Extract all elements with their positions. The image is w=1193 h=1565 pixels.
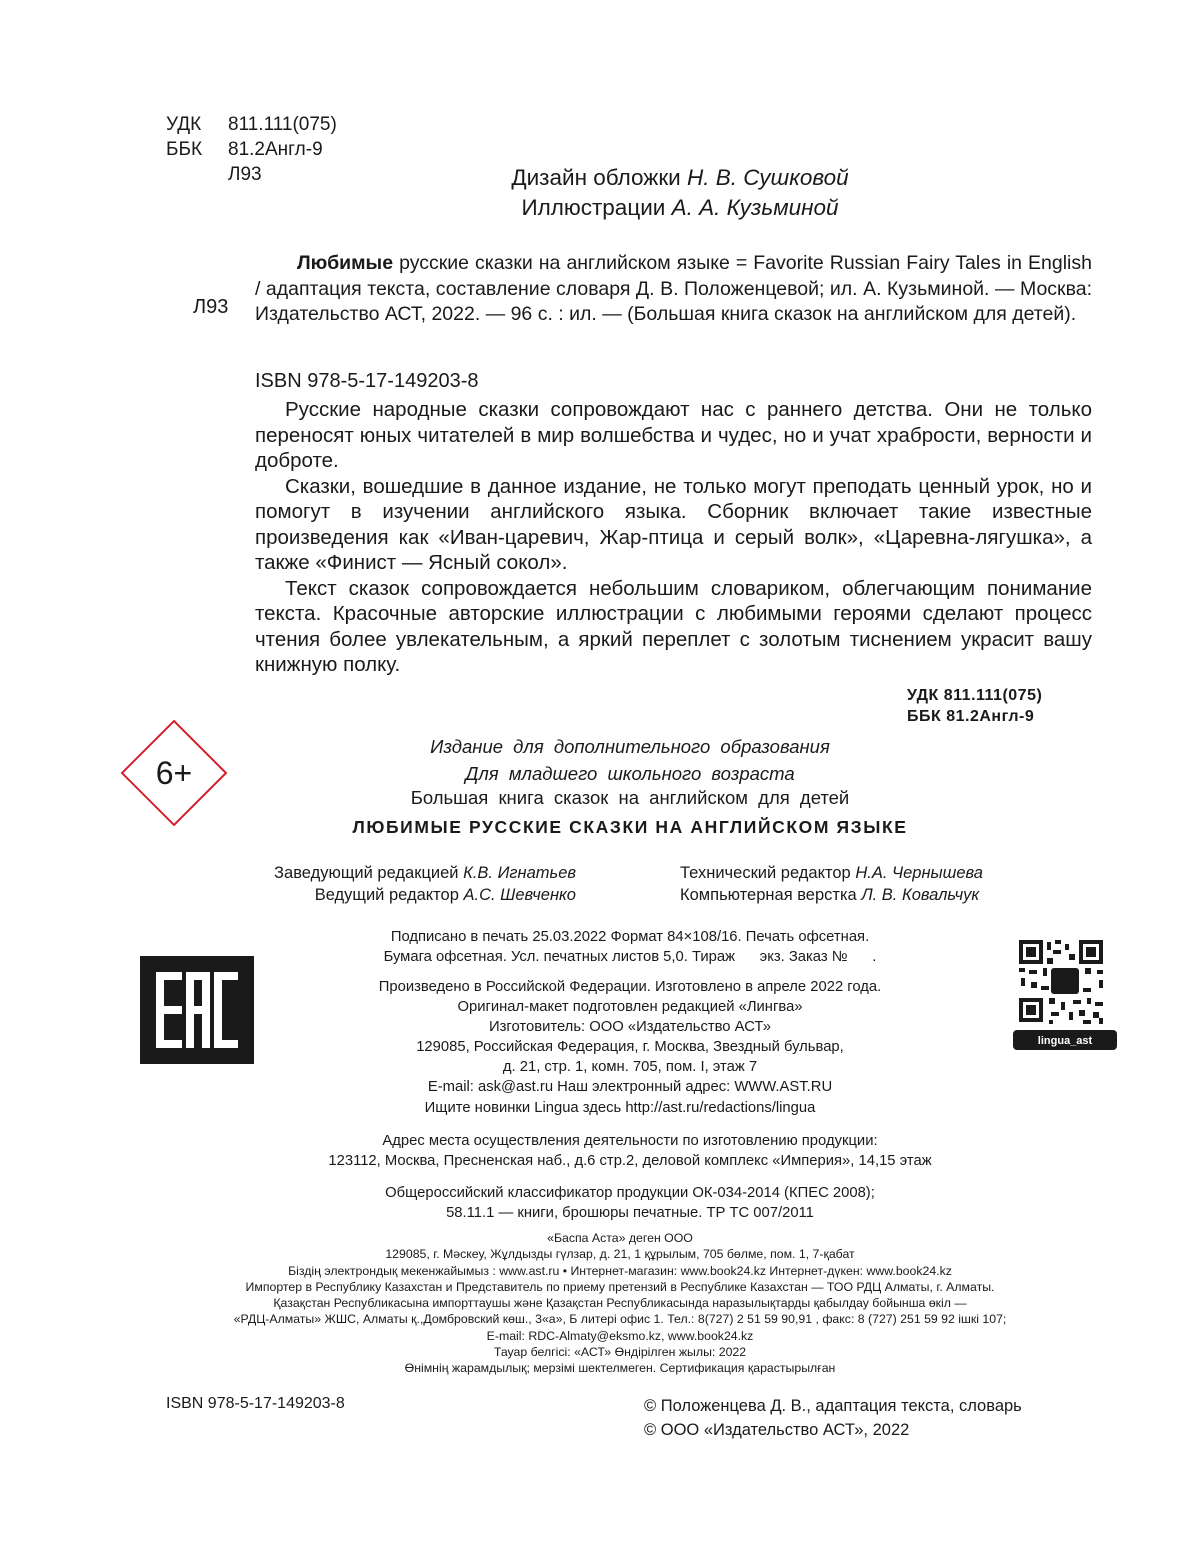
bbk-value: 81.2Англ-9 xyxy=(228,139,323,160)
kazakh-line: Тауар белгісі: «АСТ» Өндірілген жылы: 2022 xyxy=(493,1345,747,1360)
lead-editor-name: А.С. Шевченко xyxy=(463,886,576,904)
kazakh-line: Импортер в Республику Казахстан и Представитель по приему претензий в Республике Казахстан — ТОО РДЦ Алматы, г. Алматы. xyxy=(245,1279,995,1294)
product-classifier xyxy=(230,1183,1030,1223)
head-editor-name: К.В. Игнатьев xyxy=(463,864,576,882)
edition-purpose: Издание для дополнительного образования xyxy=(430,736,830,757)
bbk-label: ББК xyxy=(166,139,203,160)
print-line: Подписано в печать 25.03.2022 Формат 84×108/16. Печать офсетная. xyxy=(390,929,870,945)
kazakh-line: 129085, г. Мәскеу, Жұлдызды гүлзар, д. 21, 1 құрылым, 705 бөлме, пом. 1, 7-қабат xyxy=(385,1247,855,1262)
classifier-line: Общероссийский классификатор продукции ОК-034-2014 (КПЕС 2008); xyxy=(385,1185,875,1201)
kazakh-line: E-mail: RDC-Almaty@eksmo.kz, www.book24.kz xyxy=(486,1328,754,1343)
udk-label: УДК xyxy=(166,114,202,135)
print-line: Изготовитель: ООО «Издательство АСТ» xyxy=(488,1019,772,1035)
lingua-search-line: Ищите новинки Lingua здесь http://ast.ru/redactions/lingua xyxy=(424,1100,816,1116)
staff-right xyxy=(680,862,1060,906)
annotation-paragraph: Сказки, вошедшие в данное издание, не только могут преподать ценный урок, но и помогут в изучении английского языка. Сборник включает такие известные произведения как «Иван-царевич, Жар-птица и серый волк», «Царевна-лягушка», а также «Финист — Ясный сокол». xyxy=(255,474,1092,574)
copyright-line: © ООО «Издательство АСТ», 2022 xyxy=(644,1421,910,1439)
bibliographic-description xyxy=(255,251,1092,328)
staff-left xyxy=(180,862,576,906)
copyright xyxy=(644,1394,1022,1442)
bibliography-title-bold: Любимые xyxy=(297,252,394,274)
top-classification-codes xyxy=(166,112,337,187)
print-line: 129085, Российская Федерация, г. Москва, Звездный бульвар, xyxy=(416,1039,844,1055)
tech-editor-name: Н.А. Чернышева xyxy=(855,864,983,882)
tech-editor-label: Технический редактор xyxy=(680,864,851,882)
address-line: Адрес места осуществления деятельности по изготовлению продукции: xyxy=(382,1133,878,1149)
qr-label: lingua_ast xyxy=(1037,1035,1093,1047)
edition-title: ЛЮБИМЫЕ РУССКИЕ СКАЗКИ НА АНГЛИЙСКОМ ЯЗЫКЕ xyxy=(352,817,908,837)
udk-value: 811.111(075) xyxy=(228,114,337,135)
copyright-line: © Положенцева Д. В., адаптация текста, словарь xyxy=(644,1397,1022,1415)
layout-name: Л. В. Ковальчук xyxy=(861,886,980,904)
eac-logo-icon xyxy=(140,956,254,1064)
qr-code-icon xyxy=(1013,938,1117,1050)
print-line: Оригинал-макет подготовлен редакцией «Лингва» xyxy=(457,999,803,1015)
qr-code-block xyxy=(1013,938,1117,1050)
age-rating-text: 6+ xyxy=(155,755,193,791)
lead-editor-label: Ведущий редактор xyxy=(314,886,459,904)
classifier-line: 58.11.1 — книги, брошюры печатные. ТР ТС 007/2011 xyxy=(446,1205,814,1221)
design-credits xyxy=(430,163,930,223)
author-mark: Л93 xyxy=(228,164,262,185)
kazakh-line: Өнімнің жарамдылық; мерзімі шектелмеген. Сертификация қарастырылған xyxy=(404,1361,836,1376)
bibliography-author-mark: Л93 xyxy=(193,296,229,318)
isbn-main: ISBN 978-5-17-149203-8 xyxy=(255,370,479,392)
kazakh-line: «РДЦ-Алматы» ЖШС, Алматы қ.,Домбровский көш., 3«а», Б литері офис 1. Тел.: 8(727) 2 51 59 90,91 , факс: 8 (727) 251 59 92 ішкі 107; xyxy=(233,1312,1007,1327)
layout-label: Компьютерная верстка xyxy=(680,886,857,904)
eac-mark xyxy=(140,956,254,1064)
kazakh-line: Біздің электрондық мекенжайымыз : www.ast.ru • Интернет-магазин: www.book24.kz Интернет-дүкен: www.book24.kz xyxy=(288,1263,952,1278)
illustrations-label: Иллюстрации xyxy=(521,195,666,220)
age-rating-diamond-icon xyxy=(120,719,228,827)
cover-design-label: Дизайн обложки xyxy=(511,165,681,190)
bbk-code-bold: ББК 81.2Англ-9 xyxy=(907,708,1035,725)
address-line: 123112, Москва, Пресненская наб., д.6 стр.2, деловой комплекс «Империя», 14,15 этаж xyxy=(328,1153,932,1169)
production-address xyxy=(230,1131,1030,1171)
age-rating-badge xyxy=(120,719,228,827)
edition-audience: Для младшего школьного возраста xyxy=(465,763,795,784)
kazakh-line: «Баспа Аста» деген ООО xyxy=(547,1231,693,1245)
print-line: д. 21, стр. 1, комн. 705, пом. I, этаж 7 xyxy=(502,1059,758,1075)
edition-info xyxy=(300,733,960,841)
print-line: E-mail: ask@ast.ru Наш электронный адрес: WWW.AST.RU xyxy=(427,1079,833,1095)
print-line: Бумага офсетная. Усл. печатных листов 5,0. Тираж экз. Заказ № . xyxy=(383,949,877,965)
annotation-paragraph: Русские народные сказки сопровождают нас с раннего детства. Они не только переносят юных читателей в мир волшебства и чудес, но и учат храбрости, верности и доброте. xyxy=(255,398,1092,472)
annotation-paragraph: Текст сказок сопровождается небольшим словариком, облегчающим понимание текста. Красочные авторские иллюстрации с любимыми героями сделают процесс чтения более увлекательным, а яркий переплет с золотым тиснением украсит вашу книжную полку. xyxy=(255,576,1092,676)
kazakh-line: Қазақстан Республикасына импорттаушы және Қазақстан Республикасында наразылықтарды қабылдау бойынша өкіл — xyxy=(273,1296,967,1311)
isbn-bottom: ISBN 978-5-17-149203-8 xyxy=(166,1395,345,1412)
annotation xyxy=(255,397,1092,678)
edition-series: Большая книга сказок на английском для детей xyxy=(410,787,850,808)
cover-designer-name: Н. В. Сушковой xyxy=(687,165,849,190)
right-classification-codes xyxy=(907,685,1042,727)
print-line: Произведено в Российской Федерации. Изготовлено в апреле 2022 года. xyxy=(378,979,882,995)
illustrator-name: А. А. Кузьминой xyxy=(671,195,839,220)
head-editor-label: Заведующий редакцией xyxy=(274,864,459,882)
print-info xyxy=(300,927,960,1097)
bibliography-text: русские сказки на английском языке = Favorite Russian Fairy Tales in English / адаптация текста, составление словаря Д. В. Положенцевой; ил. А. Кузьминой. — Москва: Издательство АСТ, 2022. — 96 с. : ил. — (Большая книга сказок на английском для детей). xyxy=(255,252,1092,325)
kazakh-info xyxy=(150,1230,1090,1377)
udk-code-bold: УДК 811.111(075) xyxy=(907,687,1043,704)
